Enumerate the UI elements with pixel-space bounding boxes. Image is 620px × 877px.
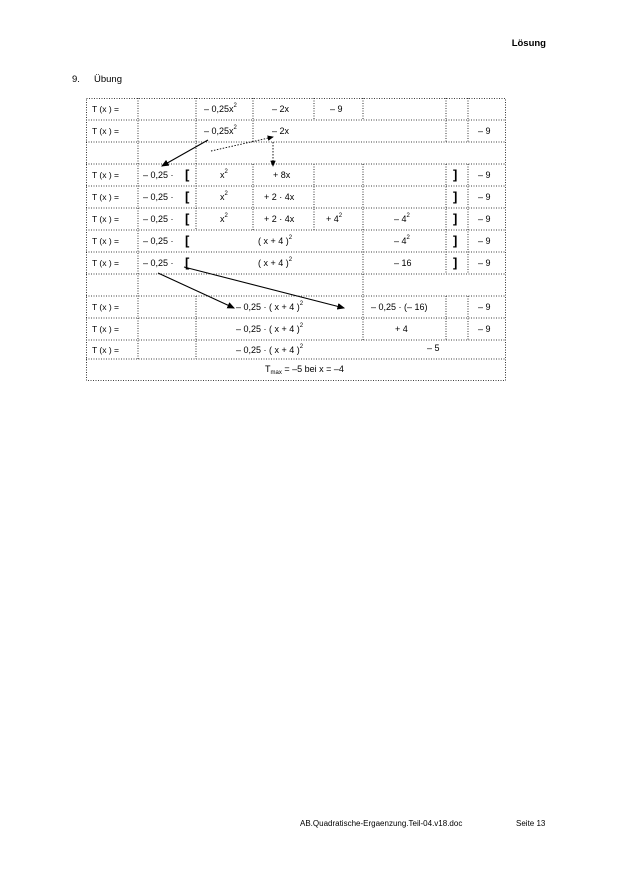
row-label: T (x ) = (92, 302, 119, 312)
product-term: – 0,25 · (– 16) (371, 302, 428, 312)
row-label: T (x ) = (92, 192, 119, 202)
term-quadratic: – $0,25x^2$ (204, 103, 237, 114)
close-bracket: ] (453, 167, 458, 182)
row-label: T (x ) = (92, 126, 119, 136)
term-constant: – 9 (478, 258, 491, 268)
footer-page-number: Seite 13 (516, 819, 546, 828)
vertex-form-term: – 0,25 · ( x + 4 )$^2$ (236, 344, 304, 355)
open-bracket: [ (185, 167, 190, 182)
factor: – 0,25 · (143, 192, 174, 202)
term-constant: – 9 (478, 302, 491, 312)
open-bracket: [ (185, 189, 190, 204)
binomial-square: ( x + 4 )$^2$ (258, 235, 293, 246)
term-x-squared: $x^2$ (220, 169, 228, 180)
footer-filename: AB.Quadratische-Ergaenzung.Teil-04.v18.doc (300, 819, 463, 828)
row-label: T (x ) = (92, 345, 119, 355)
row-label: T (x ) = (92, 324, 119, 334)
term-linear: – 2x (272, 104, 290, 114)
close-bracket: ] (453, 233, 458, 248)
term-linear: – 2x (272, 126, 290, 136)
term-minus-square: – $4^2$ (394, 235, 410, 246)
product-term: + 4 (395, 324, 408, 334)
factor: – 0,25 · (143, 170, 174, 180)
term-linear: + 2 · 4x (264, 192, 295, 202)
term-constant: – 9 (478, 192, 491, 202)
term-quadratic: – $0,25x^2$ (204, 125, 237, 136)
term-linear: + 8x (273, 170, 291, 180)
exercise-heading (72, 74, 122, 85)
factor: – 0,25 · (143, 214, 174, 224)
exercise-number: 9. (72, 74, 80, 85)
term-minus-16: – 16 (394, 258, 412, 268)
factor: – 0,25 · (143, 236, 174, 246)
maximum-result: $T_{max} = -5$ bei x = –4 (265, 364, 344, 376)
solution-table (86, 98, 506, 381)
term-x-squared: $x^2$ (220, 213, 228, 224)
row-label: T (x ) = (92, 258, 119, 268)
open-bracket: [ (185, 233, 190, 248)
close-bracket: ] (453, 255, 458, 270)
row-label: T (x ) = (92, 170, 119, 180)
row-label: T (x ) = (92, 104, 119, 114)
exercise-title: Übung (94, 74, 122, 85)
row-label: T (x ) = (92, 236, 119, 246)
term-constant: – 9 (478, 170, 491, 180)
term-linear: + 2 · 4x (264, 214, 295, 224)
solution-label: Lösung (511, 38, 546, 49)
term-constant: – 9 (330, 104, 343, 114)
vertex-form-term: – 0,25 · ( x + 4 )$^2$ (236, 323, 304, 334)
term-plus-square: + $4^2$ (326, 213, 343, 224)
term-constant: – 9 (478, 324, 491, 334)
final-constant: – 5 (427, 343, 440, 353)
row-label: T (x ) = (92, 214, 119, 224)
binomial-square: ( x + 4 )$^2$ (258, 257, 293, 268)
close-bracket: ] (453, 189, 458, 204)
term-constant: – 9 (478, 214, 491, 224)
open-bracket: [ (185, 255, 190, 270)
vertex-form-term: – 0,25 · ( x + 4 )$^2$ (236, 301, 304, 312)
factor: – 0,25 · (143, 258, 174, 268)
term-constant: – 9 (478, 126, 491, 136)
term-minus-square: – $4^2$ (394, 213, 410, 224)
close-bracket: ] (453, 211, 458, 226)
term-constant: – 9 (478, 236, 491, 246)
term-x-squared: $x^2$ (220, 191, 228, 202)
open-bracket: [ (185, 211, 190, 226)
